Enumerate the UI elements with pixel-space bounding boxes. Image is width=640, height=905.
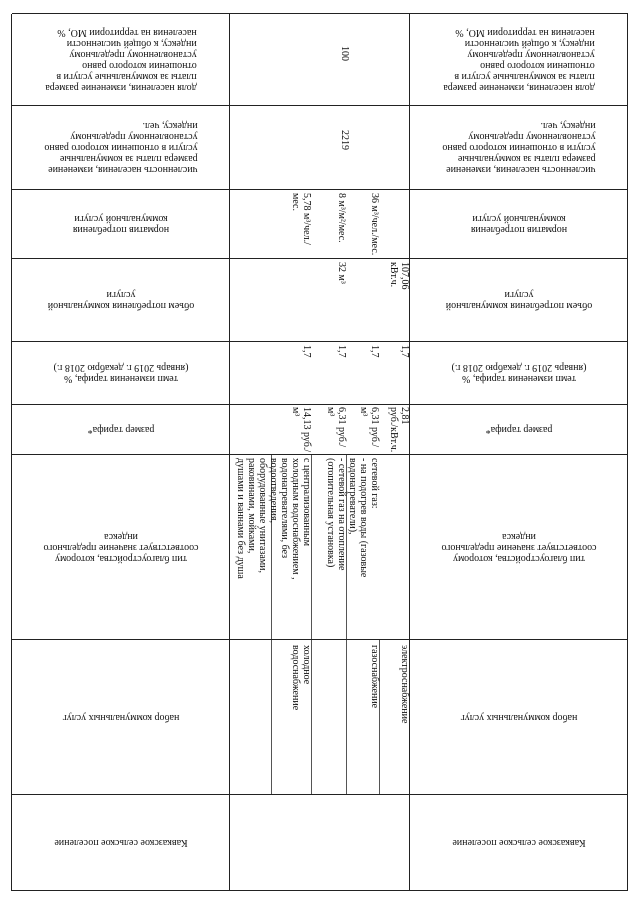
tariff-header-text-right: размер тарифа* xyxy=(87,424,155,436)
population-header-cell xyxy=(410,106,628,190)
amenity-cold-water: с централизованным холодным водоснабжением , водонагревателями, без водоотведения, оборудованные унитазами, раковинами, мойками, душами и ваннами без душа xyxy=(235,458,312,580)
tariff-header-cell xyxy=(410,405,628,455)
change-gas-heating: 1,7 xyxy=(336,345,347,358)
top-margin xyxy=(0,0,640,14)
services-header-cell-right xyxy=(12,640,230,795)
amenity-header-text-right: тип благоустройства, которому соответствует значение предельного индекса xyxy=(43,531,199,564)
population-header-text: численность населения, изменение размера платы за коммунальные услуги в отношении которого равно установленному предельному индексу, чел. xyxy=(442,120,596,176)
services-header-text-right: набор коммунальных услуг xyxy=(62,712,180,723)
share-mo-header-text-right: доля населения, изменение размера платы за коммунальные услуги в отношении которого равно установленному предельному индексу, к общей численности населения на территории МО, % xyxy=(45,27,197,93)
population-header-cell-right xyxy=(12,106,230,190)
norm-gas: 36 м³/чел./мес. xyxy=(369,193,380,256)
tariff-electricity: 2,81 руб./кВт.ч. xyxy=(388,407,410,453)
share-mo-header-cell xyxy=(410,14,628,106)
settlement-header-cell xyxy=(410,795,628,891)
volume-electricity: 107,06 кВт.ч. xyxy=(388,262,410,290)
amenity-header-cell-right xyxy=(12,455,230,640)
amenity-gas-heating-water: сетевой газ: - на подогрев воды (газовые водонагреватели), xyxy=(347,458,380,578)
settlement-name: Кавказское сельское поселение xyxy=(54,837,188,849)
share-mo-value: 100 xyxy=(339,46,350,61)
volume-gas-heating: 32 м³ xyxy=(336,262,347,284)
change-electricity: 1,7 xyxy=(399,345,410,358)
tariff-gas-heating: 6,31 руб./м³ xyxy=(325,407,347,448)
amenity-gas-heating: - сетевой газ на отопление (отопительная установка) xyxy=(325,458,347,571)
amenity-header-cell xyxy=(410,455,628,640)
service-gas: газоснабжение xyxy=(369,645,380,709)
service-electricity: электроснабжение xyxy=(399,645,410,724)
norm-cold-water: 5,78 м³/чел./мес. xyxy=(290,193,312,245)
volume-header-text: объем потребления коммунальной услуги xyxy=(445,289,593,312)
tariff-change-header-cell xyxy=(410,342,628,405)
services-header-cell xyxy=(410,640,628,795)
settlement-header-text: Кавказское сельское поселение xyxy=(452,837,586,849)
norm-header-cell-right xyxy=(12,190,230,259)
tariff-change-header-text-right: темп изменения тарифа, % (январь 2019 г. декабрю 2018 г.) xyxy=(53,362,189,385)
population-count-value: 2219 xyxy=(339,130,350,150)
norm-header-cell xyxy=(410,190,628,259)
tariff-gas: 6,31 руб./м³ xyxy=(358,407,380,448)
norm-header-text-right: норматив потребления коммунальной услуги xyxy=(72,213,170,236)
norm-gas-heating: 8 м³/м²/мес. xyxy=(336,193,347,243)
settlement-cell xyxy=(12,795,230,891)
change-gas: 1,7 xyxy=(369,345,380,358)
change-cold-water: 1,7 xyxy=(301,345,312,358)
tariff-header-cell-right xyxy=(12,405,230,455)
tariff-change-header-text: темп изменения тарифа, % (январь 2019 г. декабрю 2018 г.) xyxy=(451,362,587,385)
tariff-header-text: размер тарифа* xyxy=(485,424,553,436)
tariff-change-header-cell-right xyxy=(12,342,230,405)
volume-header-cell xyxy=(410,259,628,342)
share-mo-header-cell-right xyxy=(12,14,230,106)
volume-header-text-right: объем потребления коммунальной услуги xyxy=(47,289,195,312)
tariff-cold-water: 14,13 руб./м³ xyxy=(290,407,312,453)
services-header-text: набор коммунальных услуг xyxy=(460,712,578,723)
share-mo-header-text: доля населения, изменение размера платы за коммунальные услуги в отношении которого равно установленному предельному индексу, к общей численности населения на территории МО, % xyxy=(443,27,595,93)
service-cold-water: холодное водоснабжение xyxy=(290,645,312,711)
amenity-header-text: тип благоустройства, которому соответствует значение предельного индекса xyxy=(441,531,597,564)
norm-header-text: норматив потребления коммунальной услуги xyxy=(470,213,568,236)
volume-header-cell-right xyxy=(12,259,230,342)
population-header-text-right: численность населения, изменение размера платы за коммунальные услуги в отношении которого равно установленному предельному индексу, чел. xyxy=(44,120,198,176)
